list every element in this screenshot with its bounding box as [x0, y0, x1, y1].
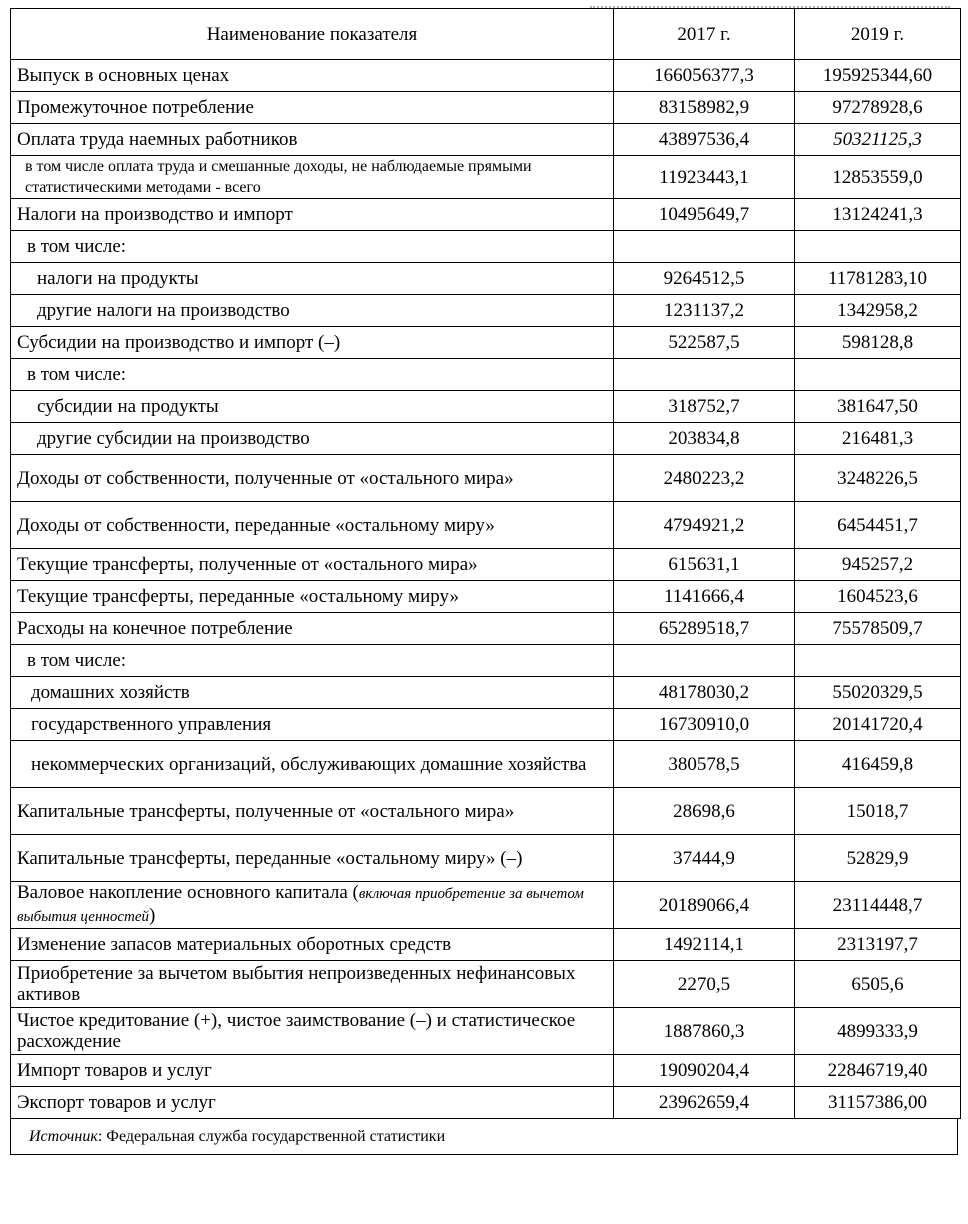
- header-indicator-name: Наименование показателя: [11, 9, 614, 60]
- table-row: [11, 1008, 961, 1055]
- value-2017: 20189066,4: [614, 882, 795, 929]
- value-2017: 522587,5: [614, 327, 795, 359]
- value-2019: 11781283,10: [795, 263, 961, 295]
- value-2017: 1141666,4: [614, 581, 795, 613]
- row-label: в том числе оплата труда и смешанные доходы, не наблюдаемые прямыми статистическими методами - всего: [11, 156, 614, 199]
- value-2019: 75578509,7: [795, 613, 961, 645]
- row-label: Промежуточное потребление: [11, 92, 614, 124]
- source-text: : Федеральная служба государственной статистики: [97, 1128, 446, 1145]
- value-2017: 380578,5: [614, 741, 795, 788]
- statistics-table-container: [10, 8, 960, 1155]
- row-label: Текущие трансферты, переданные «остальному миру»: [11, 581, 614, 613]
- value-2017: [614, 359, 795, 391]
- table-row: [11, 788, 961, 835]
- value-2017: 1231137,2: [614, 295, 795, 327]
- row-label: Текущие трансферты, полученные от «остального мира»: [11, 549, 614, 581]
- source-note: [10, 1119, 958, 1155]
- row-label: субсидии на продукты: [11, 391, 614, 423]
- value-2019: 416459,8: [795, 741, 961, 788]
- value-2017: 166056377,3: [614, 60, 795, 92]
- row-label: Выпуск в основных ценах: [11, 60, 614, 92]
- row-label: государственного управления: [11, 709, 614, 741]
- row-label: Экспорт товаров и услуг: [11, 1087, 614, 1119]
- row-label: другие налоги на производство: [11, 295, 614, 327]
- value-2017: 2480223,2: [614, 455, 795, 502]
- value-2019: 4899333,9: [795, 1008, 961, 1055]
- table-row: [11, 581, 961, 613]
- value-2019: 20141720,4: [795, 709, 961, 741]
- row-label: Оплата труда наемных работников: [11, 124, 614, 156]
- value-2019: 195925344,60: [795, 60, 961, 92]
- row-label: Расходы на конечное потребление: [11, 613, 614, 645]
- source-label: Источник: [29, 1128, 98, 1145]
- table-row: [11, 455, 961, 502]
- value-2019: 23114448,7: [795, 882, 961, 929]
- table-row: [11, 60, 961, 92]
- row-label: Доходы от собственности, полученные от «остального мира»: [11, 455, 614, 502]
- table-row: [11, 124, 961, 156]
- table-row: [11, 961, 961, 1008]
- value-2019: [795, 359, 961, 391]
- row-label: [11, 882, 614, 929]
- value-2019: 97278928,6: [795, 92, 961, 124]
- value-2019: 1604523,6: [795, 581, 961, 613]
- row-label: в том числе:: [11, 359, 614, 391]
- value-2017: 1492114,1: [614, 929, 795, 961]
- table-row: [11, 295, 961, 327]
- header-year-2017: 2017 г.: [614, 9, 795, 60]
- value-2017: 43897536,4: [614, 124, 795, 156]
- table-row: [11, 156, 961, 199]
- table-row: [11, 1087, 961, 1119]
- table-row: [11, 549, 961, 581]
- value-2017: 28698,6: [614, 788, 795, 835]
- row-label-main: Валовое накопление основного капитала (: [17, 882, 359, 903]
- value-2017: 318752,7: [614, 391, 795, 423]
- row-label: домашних хозяйств: [11, 677, 614, 709]
- table-row: [11, 929, 961, 961]
- table-row: [11, 613, 961, 645]
- value-2017: 16730910,0: [614, 709, 795, 741]
- row-label: Капитальные трансферты, полученные от «остального мира»: [11, 788, 614, 835]
- value-2017: 48178030,2: [614, 677, 795, 709]
- value-2019: 216481,3: [795, 423, 961, 455]
- table-header-row: [11, 9, 961, 60]
- row-label: налоги на продукты: [11, 263, 614, 295]
- national-accounts-table: [10, 8, 961, 1119]
- row-label: в том числе:: [11, 645, 614, 677]
- table-row: [11, 835, 961, 882]
- value-2019: [795, 645, 961, 677]
- value-2019: 50321125,3: [795, 124, 961, 156]
- table-row: [11, 391, 961, 423]
- row-label: Импорт товаров и услуг: [11, 1055, 614, 1087]
- value-2019: 381647,50: [795, 391, 961, 423]
- table-row: [11, 199, 961, 231]
- value-2017: [614, 645, 795, 677]
- value-2019: 31157386,00: [795, 1087, 961, 1119]
- row-label-end: ): [149, 905, 156, 926]
- value-2017: 4794921,2: [614, 502, 795, 549]
- row-label: Доходы от собственности, переданные «остальному миру»: [11, 502, 614, 549]
- table-row: [11, 502, 961, 549]
- row-label: Капитальные трансферты, переданные «остальному миру» (–): [11, 835, 614, 882]
- value-2019: 3248226,5: [795, 455, 961, 502]
- value-2017: 9264512,5: [614, 263, 795, 295]
- row-label: Налоги на производство и импорт: [11, 199, 614, 231]
- table-row: [11, 423, 961, 455]
- row-label: Субсидии на производство и импорт (–): [11, 327, 614, 359]
- value-2017: 65289518,7: [614, 613, 795, 645]
- value-2019: 12853559,0: [795, 156, 961, 199]
- value-2019: 6505,6: [795, 961, 961, 1008]
- value-2017: 203834,8: [614, 423, 795, 455]
- table-row: [11, 327, 961, 359]
- value-2017: [614, 231, 795, 263]
- value-2017: 615631,1: [614, 549, 795, 581]
- header-year-2019: 2019 г.: [795, 9, 961, 60]
- table-row: [11, 263, 961, 295]
- value-2019: 2313197,7: [795, 929, 961, 961]
- value-2019: 15018,7: [795, 788, 961, 835]
- row-label: в том числе:: [11, 231, 614, 263]
- table-row: [11, 709, 961, 741]
- row-label: другие субсидии на производство: [11, 423, 614, 455]
- row-label-note: включая приобретение за вычетом выбытия ценностей: [17, 886, 584, 925]
- value-2017: 83158982,9: [614, 92, 795, 124]
- table-row: [11, 741, 961, 788]
- value-2019: 22846719,40: [795, 1055, 961, 1087]
- value-2017: 23962659,4: [614, 1087, 795, 1119]
- value-2017: 19090204,4: [614, 1055, 795, 1087]
- table-row: [11, 645, 961, 677]
- row-label: Чистое кредитование (+), чистое заимствование (–) и статистическое расхождение: [11, 1008, 614, 1055]
- value-2017: 11923443,1: [614, 156, 795, 199]
- value-2019: 945257,2: [795, 549, 961, 581]
- value-2019: [795, 231, 961, 263]
- table-row: [11, 1055, 961, 1087]
- table-row: [11, 231, 961, 263]
- value-2019: 13124241,3: [795, 199, 961, 231]
- value-2019: 55020329,5: [795, 677, 961, 709]
- cropped-top-text: [590, 0, 950, 8]
- row-label: Изменение запасов материальных оборотных средств: [11, 929, 614, 961]
- table-row: [11, 882, 961, 929]
- row-label: некоммерческих организаций, обслуживающих домашние хозяйства: [11, 741, 614, 788]
- row-label: Приобретение за вычетом выбытия непроизведенных нефинансовых активов: [11, 961, 614, 1008]
- value-2017: 2270,5: [614, 961, 795, 1008]
- value-2017: 1887860,3: [614, 1008, 795, 1055]
- table-row: [11, 677, 961, 709]
- value-2019: 6454451,7: [795, 502, 961, 549]
- value-2017: 10495649,7: [614, 199, 795, 231]
- value-2019: 1342958,2: [795, 295, 961, 327]
- value-2019: 52829,9: [795, 835, 961, 882]
- table-row: [11, 92, 961, 124]
- value-2017: 37444,9: [614, 835, 795, 882]
- table-row: [11, 359, 961, 391]
- value-2019: 598128,8: [795, 327, 961, 359]
